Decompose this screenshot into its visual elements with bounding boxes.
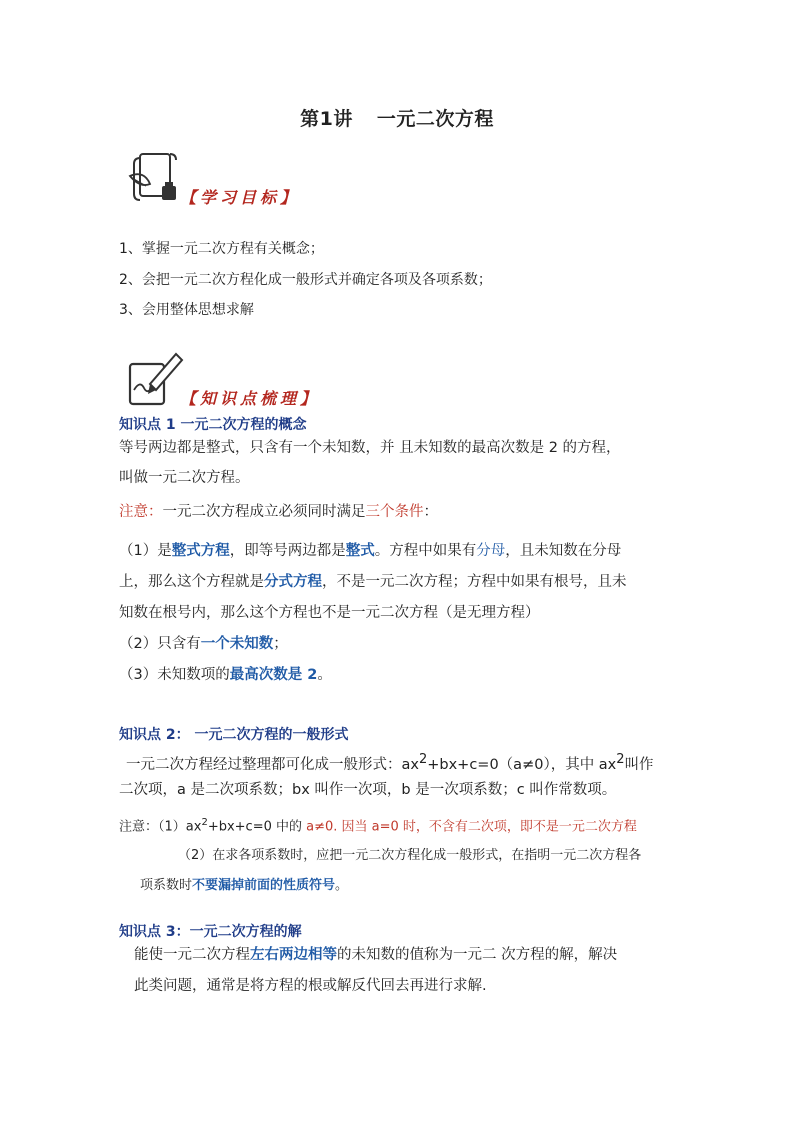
text: 注意：（1）ax: [119, 819, 202, 835]
kp2-note: [119, 808, 637, 841]
scroll-quill-icon: [124, 148, 184, 212]
kp2-line: [126, 745, 654, 780]
goals-badge: 【学习目标】: [180, 188, 301, 207]
text: ，不是一元二次方程: [322, 574, 453, 590]
text: 。: [335, 878, 349, 893]
highlight: 分母: [476, 543, 506, 559]
text: 能使一元二次方程: [134, 947, 250, 963]
goal-item: 1、掌握一元二次方程有关概念；: [119, 241, 324, 257]
kp1-title: 知识点 1 一元二次方程的概念: [119, 417, 307, 433]
note-label: 注意：: [119, 504, 163, 520]
kp2-title: 知识点 2： 一元二次方程的一般形式: [119, 727, 349, 743]
note-emphasis: 三个条件: [365, 504, 424, 520]
condition-1-cont: [119, 568, 627, 597]
knowledge-badge: 【知识点梳理】: [180, 389, 321, 408]
kp3-line: [134, 941, 617, 970]
note-text: 一元二次方程成立必须同时满足: [162, 504, 366, 520]
superscript: 2: [201, 817, 208, 828]
note-end: ：: [423, 504, 438, 520]
text: （2）只含有: [119, 636, 201, 652]
text: 叫作: [624, 756, 654, 773]
condition-3: [119, 661, 332, 690]
kp1-line: 叫做一元二次方程。: [119, 470, 250, 486]
condition-2: [119, 630, 288, 659]
text: ；: [273, 636, 288, 652]
text: 的未知数的值称为一元二 次方程的解，解决: [337, 947, 618, 963]
text: +bx+c=0（a≠0），其中 ax: [427, 756, 617, 773]
text: 项系数时: [140, 878, 193, 893]
text: ，即等号两边都是: [229, 543, 346, 559]
text: 。: [317, 667, 332, 683]
highlight: 不要漏掉前面的性质符号: [192, 878, 336, 893]
highlight: 整式方程: [171, 543, 230, 559]
kp2-note-2: （2）在求各项系数时，应把一元二次方程化成一般形式，在指明一元二次方程各: [178, 848, 642, 863]
note-emphasis: a≠0. 因当 a=0 时，不含有二次项，即不是一元二次方程: [302, 819, 637, 835]
text: 上，那么这个方程就是: [119, 574, 264, 590]
text: 一元二次方程经过整理都可化成一般形式：ax: [126, 756, 419, 773]
superscript: 2: [418, 752, 428, 767]
text: 。方程中如果有: [374, 543, 477, 559]
superscript: 2: [616, 752, 625, 767]
kp1-line: 等号两边都是整式，只含有一个未知数，并 且未知数的最高次数是 2 的方程，: [119, 440, 621, 456]
condition-1-cont: 知数在根号内，那么这个方程也不是一元二次方程（是无理方程）: [119, 605, 540, 621]
goal-item: 3、会用整体思想求解: [119, 302, 254, 318]
kp2-line: 二次项，a 是二次项系数；bx 叫作一次项，b 是一次项系数；c 叫作常数项。: [119, 782, 617, 798]
text: （1）是: [119, 543, 172, 559]
highlight: 一个未知数: [200, 636, 274, 652]
lesson-number: 第1讲: [300, 108, 353, 130]
goal-item: 2、会把一元二次方程化成一般形式并确定各项及各项系数；: [119, 272, 492, 288]
highlight: 左右两边相等: [250, 947, 337, 963]
kp2-note-2-cont: [140, 871, 348, 900]
kp3-line: 此类问题，通常是将方程的根或解反代回去再进行求解.: [134, 978, 487, 994]
highlight: 分式方程: [264, 574, 322, 590]
text: ，且未知数在分母: [505, 543, 622, 559]
text: +bx+c=0 中的: [207, 819, 302, 835]
page-title: [0, 104, 794, 131]
highlight: 整式: [345, 543, 375, 559]
highlight: 最高次数是 2: [229, 667, 318, 683]
text: ；方程中如果有根号，且未: [452, 574, 627, 590]
kp1-note: [119, 498, 438, 527]
text: （3）未知数项的: [119, 667, 230, 683]
lesson-topic: 一元二次方程: [376, 108, 494, 130]
pencil-paper-icon: [124, 350, 186, 412]
kp3-title: 知识点 3：一元二次方程的解: [119, 924, 302, 940]
condition-1: [119, 537, 621, 566]
